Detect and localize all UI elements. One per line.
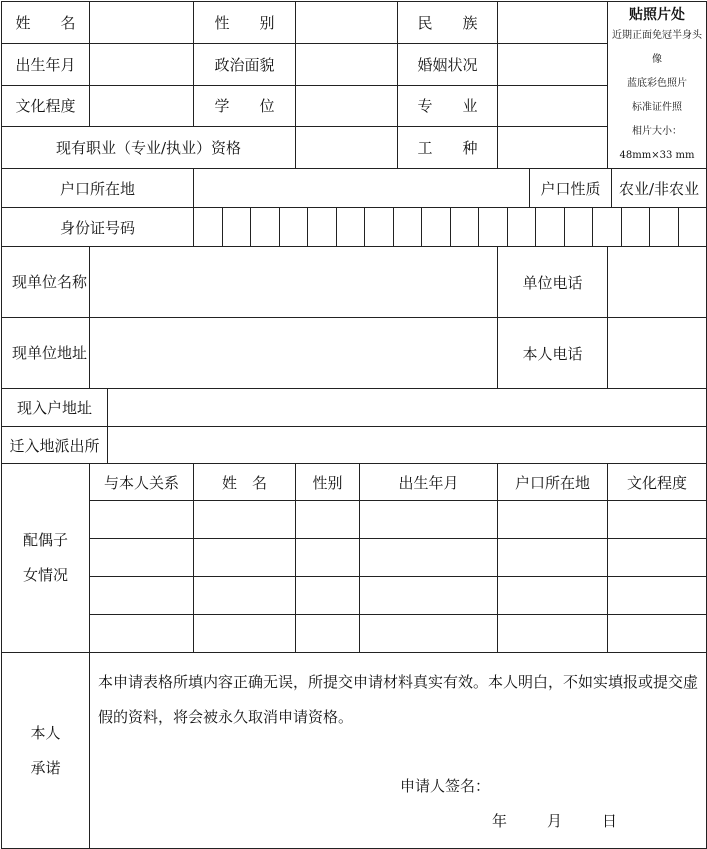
family-col-education: 文化程度: [608, 464, 707, 501]
police-station-field[interactable]: [108, 427, 707, 464]
employer-phone-label: 单位电话: [498, 247, 608, 318]
pledge-label: [2, 653, 90, 849]
degree-field[interactable]: [296, 85, 398, 127]
current-address-label: 现入户地址: [2, 389, 108, 427]
current-address-field[interactable]: [108, 389, 707, 427]
personal-phone-field[interactable]: [608, 318, 707, 389]
political-field[interactable]: [296, 43, 398, 85]
family-cell[interactable]: [296, 539, 360, 577]
pledge-text: 本申请表格所填内容正确无误，所提交申请材料真实有效。本人明白，不如实填报或提交虚假的资料，将会被永久取消申请资格。: [98, 673, 699, 726]
family-cell[interactable]: [608, 615, 707, 653]
family-cell[interactable]: [296, 615, 360, 653]
hukou-type-label: 户口性质: [530, 169, 612, 208]
degree-label: 学 位: [194, 85, 296, 127]
qualification-label: 现有职业（专业/执业）资格: [2, 127, 296, 169]
family-cell[interactable]: [608, 501, 707, 539]
gender-label: 性 别: [194, 2, 296, 44]
family-cell[interactable]: [498, 615, 608, 653]
id-digit-box[interactable]: [251, 208, 280, 246]
id-digit-box[interactable]: [451, 208, 480, 246]
id-digit-box[interactable]: [394, 208, 423, 246]
id-digit-box[interactable]: [280, 208, 309, 246]
ethnicity-label: 民 族: [398, 2, 498, 44]
employer-name-label: 现单位名称: [2, 247, 90, 318]
family-cell[interactable]: [194, 539, 296, 577]
police-station-label: 迁入地派出所: [2, 427, 108, 464]
family-cell[interactable]: [194, 501, 296, 539]
employer-address-label: 现单位地址: [2, 318, 90, 389]
name-field[interactable]: [90, 2, 194, 44]
employer-phone-field[interactable]: [608, 247, 707, 318]
qualification-field[interactable]: [296, 127, 398, 169]
id-digit-box[interactable]: [565, 208, 594, 246]
id-digit-box[interactable]: [308, 208, 337, 246]
employer-name-field[interactable]: [90, 247, 498, 318]
id-digit-box[interactable]: [508, 208, 537, 246]
family-col-gender: 性别: [296, 464, 360, 501]
family-col-relation: 与本人关系: [90, 464, 194, 501]
family-cell[interactable]: [90, 501, 194, 539]
family-cell[interactable]: [296, 501, 360, 539]
date-day: 日: [602, 812, 618, 830]
marital-field[interactable]: [498, 43, 608, 85]
id-digit-box[interactable]: [337, 208, 366, 246]
gender-field[interactable]: [296, 2, 398, 44]
photo-box: [608, 2, 707, 169]
personal-phone-label: 本人电话: [498, 318, 608, 389]
family-cell[interactable]: [608, 539, 707, 577]
family-col-birth: 出生年月: [360, 464, 498, 501]
id-digit-box[interactable]: [622, 208, 651, 246]
education-field[interactable]: [90, 85, 194, 127]
photo-note-4: 相片大小：48mm×33 mm: [619, 126, 695, 161]
signature-date: [90, 810, 706, 831]
family-cell[interactable]: [498, 501, 608, 539]
id-digit-box[interactable]: [536, 208, 565, 246]
id-number-boxes[interactable]: [194, 208, 707, 247]
id-digit-box[interactable]: [194, 208, 223, 246]
education-label: 文化程度: [2, 85, 90, 127]
family-cell[interactable]: [608, 577, 707, 615]
family-cell[interactable]: [360, 539, 498, 577]
id-digit-box[interactable]: [593, 208, 622, 246]
id-digit-box[interactable]: [679, 208, 707, 246]
photo-note-2: 蓝底彩色照片: [627, 78, 688, 89]
photo-note-3: 标准证件照: [632, 102, 683, 113]
employer-address-field[interactable]: [90, 318, 498, 389]
family-cell[interactable]: [90, 577, 194, 615]
signature-label: 申请人签名：: [400, 777, 491, 795]
id-digit-box[interactable]: [650, 208, 679, 246]
id-digit-box[interactable]: [422, 208, 451, 246]
family-label: [2, 464, 90, 653]
family-cell[interactable]: [194, 615, 296, 653]
date-month: 月: [547, 812, 563, 830]
family-cell[interactable]: [90, 539, 194, 577]
work-type-label: 工 种: [398, 127, 498, 169]
id-digit-box[interactable]: [223, 208, 252, 246]
family-cell[interactable]: [194, 577, 296, 615]
birth-label: 出生年月: [2, 43, 90, 85]
political-label: 政治面貌: [194, 43, 296, 85]
date-year: 年: [492, 812, 508, 830]
hukou-location-label: 户口所在地: [2, 169, 194, 208]
major-field[interactable]: [498, 85, 608, 127]
family-cell[interactable]: [90, 615, 194, 653]
hukou-type-value[interactable]: 农业/非农业: [612, 169, 707, 208]
id-digit-box[interactable]: [479, 208, 508, 246]
id-number-label: 身份证号码: [2, 208, 194, 247]
birth-field[interactable]: [90, 43, 194, 85]
family-cell[interactable]: [360, 615, 498, 653]
family-cell[interactable]: [498, 539, 608, 577]
pledge-label-text: 本人承诺: [30, 723, 61, 777]
family-col-hukou: 户口所在地: [498, 464, 608, 501]
family-cell[interactable]: [360, 577, 498, 615]
photo-note-1: 近期正面免冠半身头像: [612, 30, 703, 65]
family-cell[interactable]: [498, 577, 608, 615]
family-cell[interactable]: [360, 501, 498, 539]
pledge-box: [90, 653, 707, 849]
marital-label: 婚姻状况: [398, 43, 498, 85]
ethnicity-field[interactable]: [498, 2, 608, 44]
family-label-text: 配偶子女情况: [22, 531, 68, 584]
family-cell[interactable]: [296, 577, 360, 615]
work-type-field[interactable]: [498, 127, 608, 169]
id-digit-box[interactable]: [365, 208, 394, 246]
photo-title: 贴照片处: [629, 7, 686, 23]
hukou-location-field[interactable]: [194, 169, 530, 208]
family-col-name: 姓 名: [194, 464, 296, 501]
name-label: 姓 名: [2, 2, 90, 44]
major-label: 专 业: [398, 85, 498, 127]
application-form-table: [1, 1, 707, 849]
